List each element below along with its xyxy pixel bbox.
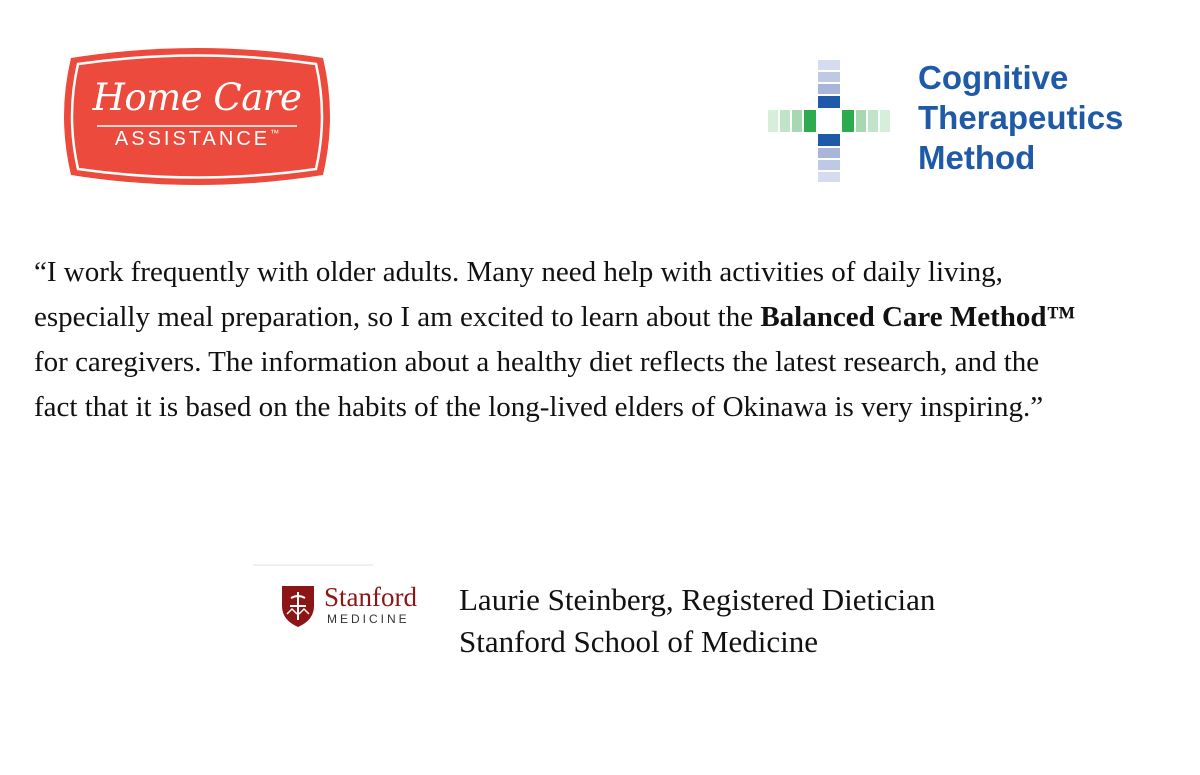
home-care-logo-assistance: ASSISTANCE bbox=[114, 128, 271, 150]
quote-text-start: “I work frequently with older adults. Many need help with activities of daily living, especially meal preparation, so I am excited to learn about the bbox=[34, 256, 1003, 333]
testimonial-quote bbox=[34, 250, 1084, 430]
cognitive-therapeutics-logo bbox=[768, 60, 1178, 182]
ctm-word-method: Method bbox=[918, 139, 1036, 176]
home-care-assistance-logo bbox=[61, 44, 333, 189]
home-care-logo-tm: ™ bbox=[270, 128, 280, 138]
cross-mark-icon bbox=[768, 60, 892, 182]
stanford-shield-icon bbox=[280, 584, 316, 628]
attribution-affiliation: Stanford School of Medicine bbox=[459, 624, 819, 659]
quote-emphasis: Balanced Care Method™ bbox=[760, 301, 1076, 333]
home-care-logo-script: Home Care bbox=[92, 76, 302, 119]
ctm-word-cognitive: Cognitive bbox=[918, 59, 1069, 96]
divider bbox=[253, 564, 373, 566]
ctm-word-therapeutics: Therapeutics bbox=[918, 99, 1124, 136]
home-care-logo-subtitle bbox=[61, 128, 333, 151]
attribution-name: Laurie Steinberg, Registered Dietician bbox=[459, 582, 936, 617]
stanford-wordmark: Stanford bbox=[324, 582, 417, 612]
quote-text-end: for caregivers. The information about a healthy diet reflects the latest research, and the fact that it is based on the habits of the long-lived elders of Okinawa is very inspiring.” bbox=[34, 346, 1044, 423]
cognitive-therapeutics-wordmark bbox=[918, 58, 1123, 178]
stanford-medicine-wordmark: MEDICINE bbox=[327, 612, 410, 626]
stanford-medicine-logo bbox=[280, 584, 442, 632]
attribution bbox=[459, 579, 935, 663]
